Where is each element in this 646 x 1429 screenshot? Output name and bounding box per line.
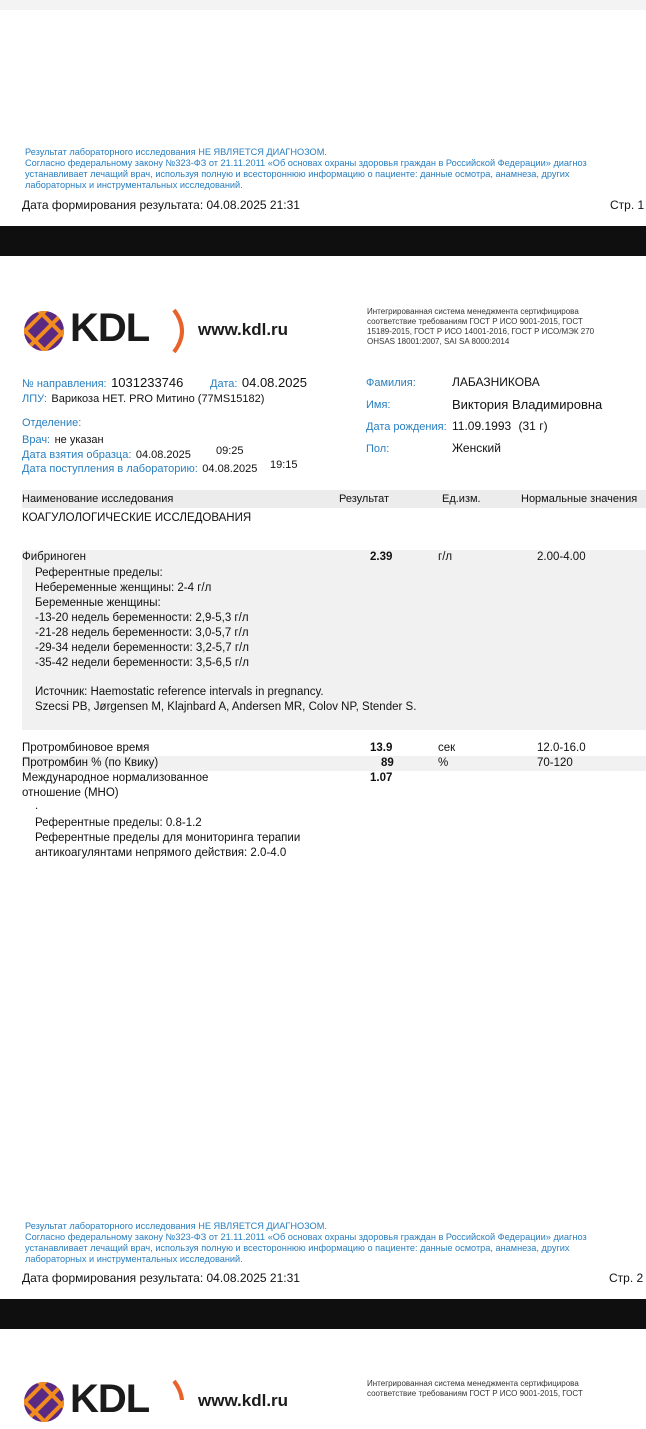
site-url[interactable]: www.kdl.ru bbox=[198, 1391, 289, 1410]
dob-date: 11.09.1993 bbox=[452, 419, 512, 433]
pt-result: 13.9 bbox=[370, 742, 393, 754]
fibrinogen-result: 2.39 bbox=[370, 551, 393, 563]
disclaimer-line: Результат лабораторного исследования НЕ ЯВЛЯЕТСЯ ДИАГНОЗОМ. bbox=[25, 147, 327, 157]
referral-number-value: 1031233746 bbox=[111, 375, 184, 390]
formed-value: 04.08.2025 21:31 bbox=[206, 198, 300, 212]
surname-value: ЛАБАЗНИКОВА bbox=[452, 375, 540, 389]
disclaimer-line: Согласно федеральному закону №323-ФЗ от 21.11.2011 «Об основах охраны здоровья граждан в Российской Федерации» диагноз bbox=[25, 1232, 587, 1242]
kdl-logo-icon bbox=[22, 309, 66, 353]
logo-text: KDL bbox=[70, 1377, 150, 1421]
received-date bbox=[22, 459, 257, 477]
page-number: Стр. 2 bbox=[609, 1271, 644, 1285]
section-title: КОАГУЛОЛОГИЧЕСКИЕ ИССЛЕДОВАНИЯ bbox=[22, 512, 252, 524]
disclaimer-line: лабораторных и инструментальных исследований. bbox=[25, 180, 243, 190]
formed-date bbox=[22, 198, 300, 212]
lpu-label: ЛПУ: bbox=[22, 393, 47, 405]
note-line: Небеременные женщины: 2-4 г/л bbox=[35, 582, 212, 594]
note-line: Референтные пределы для мониторинга терапии bbox=[35, 832, 301, 844]
quick-result: 89 bbox=[381, 757, 394, 769]
age: (31 г) bbox=[518, 419, 548, 433]
site-url[interactable]: www.kdl.ru bbox=[198, 320, 289, 339]
note-line: Беременные женщины: bbox=[35, 597, 161, 609]
fibrinogen-source bbox=[35, 685, 416, 715]
fibrinogen-notes bbox=[35, 566, 249, 671]
pt-name: Протромбиновое время bbox=[22, 742, 150, 754]
quick-norm: 70-120 bbox=[537, 757, 573, 769]
cert-line: Интегрированная система менеджмента сертифицирова bbox=[367, 1379, 579, 1388]
col-header-test: Наименование исследования bbox=[22, 493, 174, 505]
cert-line: 15189-2015, ГОСТ Р ИСО 14001-2016, ГОСТ Р ИСО/МЭК 270 bbox=[367, 327, 595, 336]
logo-text: KDL bbox=[70, 306, 150, 350]
quick-unit: % bbox=[438, 757, 449, 769]
kdl-logo-icon bbox=[22, 1380, 66, 1424]
cert-line: соответствие требованиям ГОСТ Р ИСО 9001-2015, ГОСТ bbox=[367, 317, 583, 326]
name-label: Имя: bbox=[366, 399, 391, 411]
formed-label: Дата формирования результата: bbox=[22, 198, 204, 212]
source-line: Источник: Haemostatic reference intervals in pregnancy. bbox=[35, 686, 324, 698]
note-line: -21-28 недель беременности: 3,0-5,7 г/л bbox=[35, 627, 249, 639]
note-line: Референтные пределы: bbox=[35, 567, 163, 579]
disclaimer-line: лабораторных и инструментальных исследований. bbox=[25, 1254, 243, 1264]
sample-date-value: 04.08.2025 bbox=[135, 449, 191, 461]
disclaimer-line: Согласно федеральному закону №323-ФЗ от 21.11.2011 «Об основах охраны здоровья граждан в Российской Федерации» диагноз bbox=[25, 158, 587, 168]
disclaimer-line: устанавливает лечащий врач, используя полную и всестороннюю информацию о пациенте: данные осмотра, анамнеза, других bbox=[25, 1243, 570, 1253]
inr-name-line2: отношение (МНО) bbox=[22, 787, 119, 799]
lpu bbox=[22, 389, 264, 407]
note-line: -13-20 недель беременности: 2,9-5,3 г/л bbox=[35, 612, 249, 624]
disclaimer-text bbox=[25, 1221, 587, 1265]
pt-norm: 12.0-16.0 bbox=[537, 742, 586, 754]
col-header-norm: Нормальные значения bbox=[521, 493, 638, 505]
formed-date bbox=[22, 1271, 300, 1285]
sex-label: Пол: bbox=[366, 443, 390, 455]
formed-value: 04.08.2025 21:31 bbox=[206, 1271, 300, 1285]
fibrinogen-unit: г/л bbox=[438, 551, 453, 563]
dob-value bbox=[452, 419, 548, 433]
note-line: Референтные пределы: 0.8-1.2 bbox=[35, 817, 202, 829]
inr-notes bbox=[35, 816, 300, 861]
cert-line: соответствие требованиям ГОСТ Р ИСО 9001-2015, ГОСТ bbox=[367, 1389, 583, 1398]
inr-name-line1: Международное нормализованное bbox=[22, 772, 209, 784]
formed-label: Дата формирования результата: bbox=[22, 1271, 204, 1285]
doctor-label: Врач: bbox=[22, 434, 51, 446]
doctor-value: не указан bbox=[54, 434, 104, 446]
inr-dot: . bbox=[35, 800, 39, 812]
quick-name: Протромбин % (по Квику) bbox=[22, 757, 159, 769]
source-line: Szecsi PB, Jørgensen M, Klajnbard A, Andersen MR, Colov NP, Stender S. bbox=[35, 701, 417, 713]
sex-value: Женский bbox=[452, 441, 501, 455]
received-date-label: Дата поступления в лабораторию: bbox=[22, 463, 198, 475]
department-label: Отделение: bbox=[22, 417, 82, 429]
name-value: Виктория Владимировна bbox=[452, 397, 603, 412]
fibrinogen-name: Фибриноген bbox=[22, 551, 87, 563]
referral-number-label: № направления: bbox=[22, 378, 107, 390]
surname-label: Фамилия: bbox=[366, 377, 416, 389]
disclaimer-text bbox=[25, 147, 587, 191]
certification-text bbox=[367, 307, 594, 347]
cert-line: Интегрированная система менеджмента сертифицирова bbox=[367, 307, 579, 316]
note-line: -29-34 недели беременности: 3,2-5,7 г/л bbox=[35, 642, 249, 654]
note-line: -35-42 недели беременности: 3,5-6,5 г/л bbox=[35, 657, 249, 669]
page-number: Стр. 1 bbox=[610, 198, 645, 212]
pt-unit: сек bbox=[438, 742, 456, 754]
lpu-value: Варикоза НЕТ. PRO Митино (77MS15182) bbox=[51, 393, 265, 405]
dob-label: Дата рождения: bbox=[366, 421, 447, 433]
disclaimer-line: устанавливает лечащий врач, используя полную и всестороннюю информацию о пациенте: данные осмотра, анамнеза, других bbox=[25, 169, 570, 179]
disclaimer-line: Результат лабораторного исследования НЕ ЯВЛЯЕТСЯ ДИАГНОЗОМ. bbox=[25, 1221, 327, 1231]
page-divider bbox=[0, 1299, 646, 1329]
inr-result: 1.07 bbox=[370, 772, 393, 784]
cert-line: OHSAS 18001:2007, SAI SA 8000:2014 bbox=[367, 337, 510, 346]
sample-time: 09:25 bbox=[216, 445, 244, 457]
page-divider bbox=[0, 226, 646, 256]
page-top-strip bbox=[0, 0, 646, 10]
note-line: антикоагулянтами непрямого действия: 2.0-4.0 bbox=[35, 847, 287, 859]
received-time: 19:15 bbox=[270, 459, 298, 471]
received-date-value: 04.08.2025 bbox=[202, 463, 258, 475]
certification-text bbox=[367, 1379, 583, 1399]
logo-arc-icon bbox=[170, 1379, 192, 1405]
logo-arc-icon bbox=[170, 308, 192, 359]
col-header-unit: Ед.изм. bbox=[442, 493, 481, 505]
col-header-result: Результат bbox=[339, 493, 390, 505]
sample-date-label: Дата взятия образца: bbox=[22, 449, 132, 461]
referral-date-value: 04.08.2025 bbox=[241, 375, 307, 390]
fibrinogen-norm: 2.00-4.00 bbox=[537, 551, 586, 563]
referral-date-label: Дата: bbox=[210, 378, 238, 390]
